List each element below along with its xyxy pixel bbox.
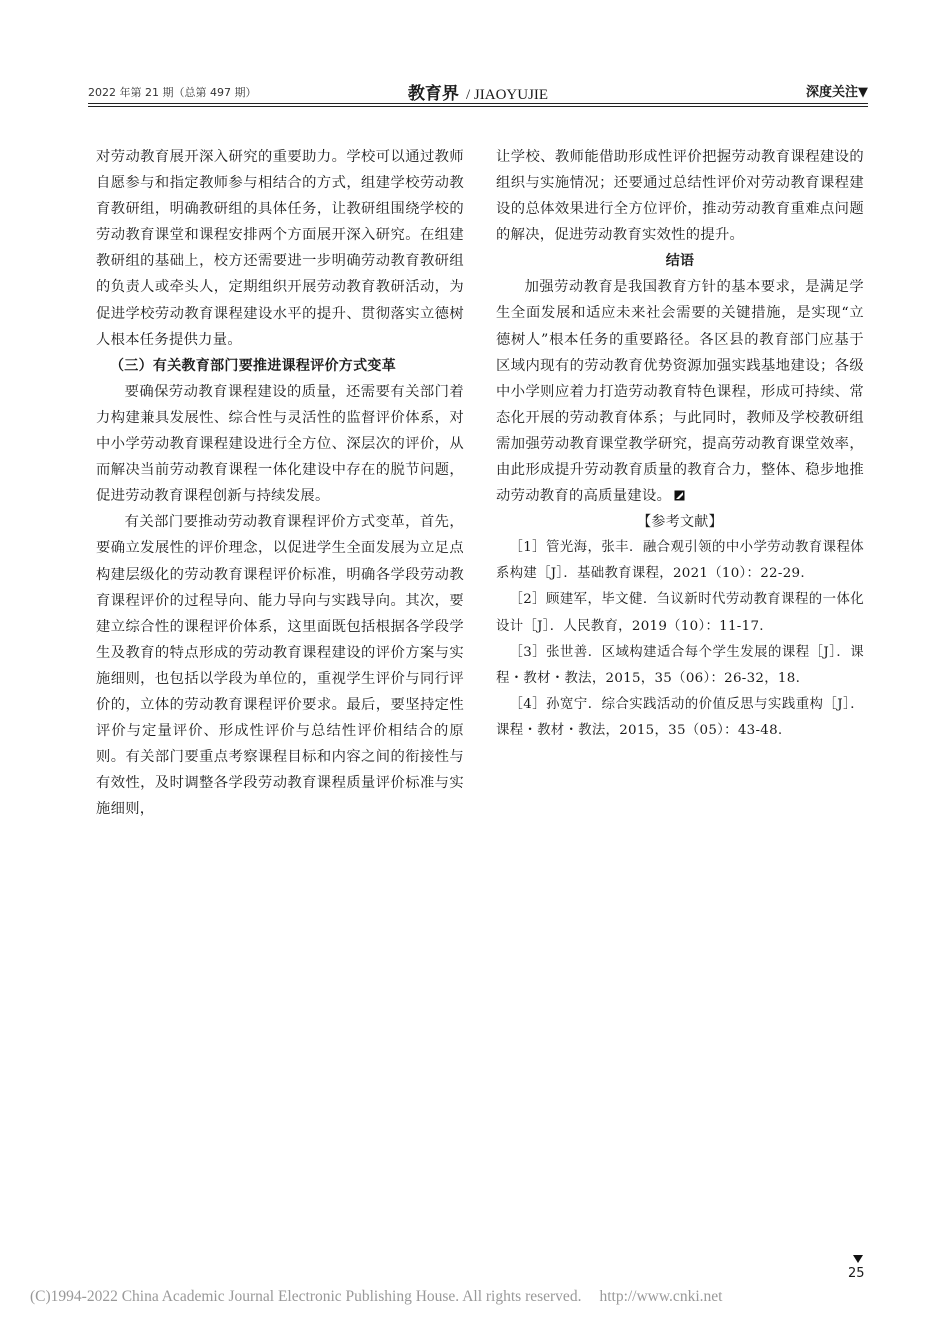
page-marker-triangle-icon	[853, 1255, 863, 1263]
subsection-heading: （三）有关教育部门要推进课程评价方式变革	[110, 357, 396, 374]
conclusion-paragraph	[496, 274, 864, 509]
paragraph-continued: 让学校、教师能借助形成性评价把握劳动教育课程建设的组织与实施情况；还要通过总结性评价对劳动教育课程建设的总体效果进行全方位评价，推动劳动教育重难点问题的解决，促进劳动教育实效性的提升。	[496, 149, 864, 244]
reference-item: ［3］张世善．区域构建适合每个学生发展的课程［J］．课程・教材・教法，2015，35（06）：26-32，18.	[496, 644, 864, 686]
journal-brand-latin: / JIAOYUJIE	[466, 87, 549, 103]
conclusion-heading: 结语	[665, 253, 695, 270]
left-column	[96, 144, 464, 822]
reference-item: ［4］孙宽宁．综合实践活动的价值反思与实践重构［J］．课程・教材・教法，2015，35（05）：43-48.	[496, 696, 864, 738]
header-rule-thin	[88, 106, 868, 107]
end-of-article-icon	[674, 490, 685, 501]
page-header	[88, 78, 868, 102]
paragraph: 要确保劳动教育课程建设的质量，还需要有关部门着力构建兼具发展性、综合性与灵活性的监督评价体系，对中小学劳动教育课程建设进行全方位、深层次的评价，从而解决当前劳动教育课程一体化建设中存在的脱节问题，促进劳动教育课程创新与持续发展。	[96, 383, 464, 505]
section-label: 深度关注▼	[806, 85, 868, 100]
reference-item: ［1］管光海，张丰．融合观引领的中小学劳动教育课程体系构建［J］．基础教育课程，2021（10）：22-29.	[496, 540, 864, 582]
paragraph-continued: 对劳动教育展开深入研究的重要助力。学校可以通过教师自愿参与和指定教师参与相结合的方式，组建学校劳动教育教研组，明确教研组的具体任务，让教研组围绕学校的劳动教育课堂和课程安排两个方面展开深入研究。在组建教研组的基础上，校方还需要进一步明确劳动教育教研组的负责人或牵头人，定期组织开展劳动教育教研活动，为促进学校劳动教育课程建设水平的提升、贯彻落实立德树人根本任务提供力量。	[96, 149, 464, 348]
copyright-line	[30, 1288, 722, 1306]
reference-item: ［2］顾建军，毕文健．刍议新时代劳动教育课程的一体化设计［J］．人民教育，2019（10）：11-17.	[496, 592, 864, 634]
copyright-text: (C)1994-2022 China Academic Journal Electronic Publishing House. All rights reserved.	[30, 1288, 582, 1305]
references-heading: 【参考文献】	[637, 514, 723, 531]
issue-info: 2022 年第 21 期（总第 497 期）	[88, 86, 257, 99]
conclusion-text: 加强劳动教育是我国教育方针的基本要求，是满足学生全面发展和适应未来社会需要的关键措施，是实现“立德树人”根本任务的重要路径。各区县的教育部门应基于区域内现有的劳动教育优势资源加强实践基地建设；各级中小学则应着力打造劳动教育特色课程，形成可持续、常态化开展的劳动教育体系；与此同时，教师及学校教研组需加强劳动教育课堂教学研究，提高劳动教育课堂效率，由此形成提升劳动教育质量的教育合力，整体、稳步地推动劳动教育的高质量建设。	[496, 279, 864, 505]
journal-brand: 教育界	[407, 84, 459, 104]
header-rule-thick	[88, 103, 868, 104]
right-column	[496, 144, 864, 744]
page-number: 25	[848, 1266, 865, 1281]
journal-title	[88, 79, 868, 104]
paragraph: 有关部门要推动劳动教育课程评价方式变革，首先，要确立发展性的评价理念，以促进学生全面发展为立足点构建层级化的劳动教育课程评价标准，明确各学段劳动教育课程评价的过程导向、能力导向与实践导向。其次，要建立综合性的课程评价体系，这里面既包括根据各学段学生及教育的特点形成的劳动教育课程建设的评价方案与实施细则，也包括以学段为单位的，重视学生评价与同行评价的，立体的劳动教育课程评价要求。最后，要坚持定性评价与定量评价、形成性评价与总结性评价相结合的原则。有关部门要重点考察课程目标和内容之间的衔接性与有效性，及时调整各学段劳动教育课程质量评价标准与实施细则，	[96, 514, 464, 818]
publisher-url[interactable]: http://www.cnki.net	[599, 1288, 723, 1305]
